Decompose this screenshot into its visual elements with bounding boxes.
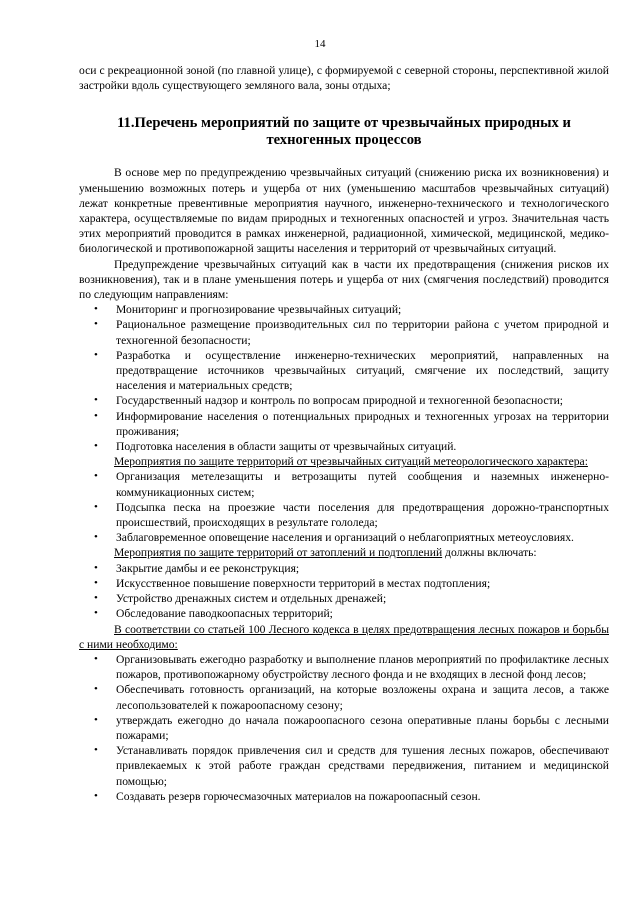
list-item: • Мониторинг и прогнозирование чрезвычайных ситуаций;: [79, 302, 609, 317]
list-item: • Информирование населения о потенциальных природных и техногенных угрозах на территории проживания;: [79, 409, 609, 439]
subheading-flooding-underlined: Мероприятия по защите территорий от затоплений и подтоплений: [114, 546, 443, 560]
list-prevention-directions: [79, 302, 609, 454]
list-item: • Обследование паводкоопасных территорий;: [79, 606, 609, 621]
subheading-flooding: [79, 545, 609, 560]
subheading-meteorological: Мероприятия по защите территорий от чрезвычайных ситуаций метеорологического характера:: [114, 455, 588, 469]
list-item: • Государственный надзор и контроль по вопросам природной и техногенной безопасности;: [79, 393, 609, 408]
list-item: • Подсыпка песка на проезжие части поселения для предотвращения дорожно-транспортных происшествий, происходящих в результате гололеда;: [79, 500, 609, 530]
page-content: [79, 63, 609, 804]
paragraph-2: Предупреждение чрезвычайных ситуаций как в части их предотвращения (снижения рисков их возникновения), так и в плане уменьшения потерь и ущерба от них (смягчения последствий) проводится по следующим направлениям:: [79, 257, 609, 302]
list-item: • Организация метелезащиты и ветрозащиты путей сообщения и наземных инженерно-коммуникационных систем;: [79, 469, 609, 499]
subheading-flooding-rest: должны включать:: [442, 546, 537, 560]
intro-continuation: оси с рекреационной зоной (по главной улице), с формируемой с северной стороны, перспективной жилой застройки вдоль существующего земляного вала, зоны отдыха;: [79, 64, 609, 93]
list-item: • Заблаговременное оповещение населения и организаций о неблагоприятных метеоусловиях.: [79, 530, 609, 545]
paragraph-1: В основе мер по предупреждению чрезвычайных ситуаций (снижению риска их возникновения) и уменьшению возможных потерь и ущерба от них (уменьшению масштабов чрезвычайных ситуаций) лежат конкретные превентивные мероприятия научного, инженерно-технического и технологического характера, осуществляемые по видам природных и техногенных опасностей и угроз. Значительная часть этих мероприятий проводится в рамках инженерной, радиационной, химической, медицинской, медико-биологической и противопожарной защиты населения и территорий от чрезвычайных ситуаций.: [79, 166, 609, 256]
list-flood-measures: [79, 561, 609, 622]
list-item: • Рациональное размещение производительных сил по территории района с учетом природной и техногенной безопасности;: [79, 317, 609, 347]
list-item: • Создавать резерв горючесмазочных материалов на пожароопасный сезон.: [79, 789, 609, 804]
list-item: • Закрытие дамбы и ее реконструкция;: [79, 561, 609, 576]
list-item: • Обеспечивать готовность организаций, на которые возложены охрана и защита лесов, а также лесопользователей к пожароопасному сезону;: [79, 682, 609, 712]
list-item: • Подготовка населения в области защиты от чрезвычайных ситуаций.: [79, 439, 609, 454]
list-item: • утверждать ежегодно до начала пожароопасного сезона оперативные планы борьбы с лесными пожарами;: [79, 713, 609, 743]
list-item: • Разработка и осуществление инженерно-технических мероприятий, направленных на предотвращение источников чрезвычайных ситуаций, смягчение их последствий, защиту населения и материальных средств;: [79, 348, 609, 394]
section-heading: 11.Перечень мероприятий по защите от чрезвычайных природных и техногенных процессов: [117, 115, 571, 149]
list-item: • Организовывать ежегодно разработку и выполнение планов мероприятий по профилактике лесных пожаров, противопожарному обустройству лесного фонда и не входящих в лесной фонд лесов;: [79, 652, 609, 682]
list-item: • Устанавливать порядок привлечения сил и средств для тушения лесных пожаров, обеспечивают привлекаемых к этой работе граждан средствами передвижения, питанием и медицинской помощью;: [79, 743, 609, 789]
list-forest-fire-measures: [79, 652, 609, 804]
list-item: • Устройство дренажных систем и отдельных дренажей;: [79, 591, 609, 606]
page-number: 14: [314, 38, 326, 50]
list-item: • Искусственное повышение поверхности территорий в местах подтопления;: [79, 576, 609, 591]
list-meteorological-measures: [79, 469, 609, 545]
subheading-forest-fires: В соответствии со статьей 100 Лесного кодекса в целях предотвращения лесных пожаров и борьбы с ними необходимо:: [79, 622, 609, 651]
